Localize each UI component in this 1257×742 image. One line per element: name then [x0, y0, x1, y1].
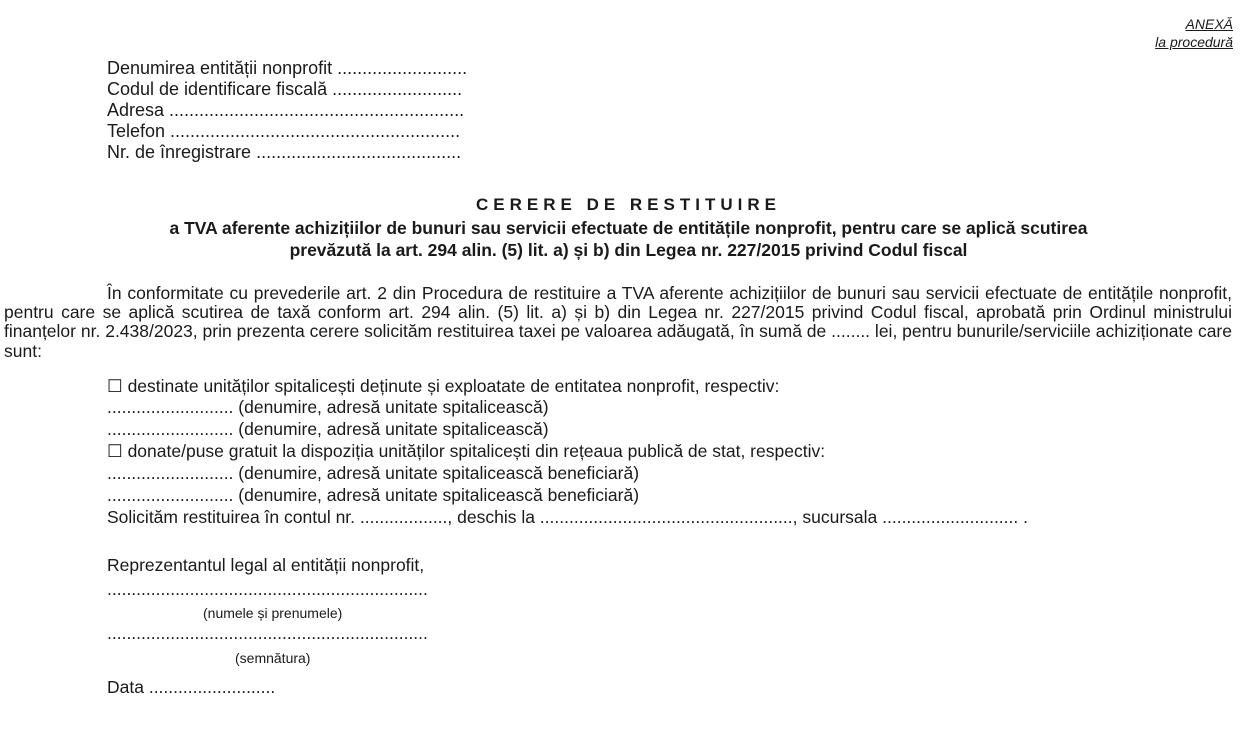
option-owned-line-2: .......................... (denumire, adresă unitate spitalicească)	[107, 419, 549, 439]
body-paragraph	[4, 284, 1232, 361]
checkbox-owned[interactable]: ☐	[107, 376, 123, 396]
name-dotted-line: ..................................................................	[107, 579, 428, 599]
document-title: CERERE DE RESTITUIRE	[476, 195, 781, 214]
name-caption: (numele și prenumele)	[203, 605, 343, 621]
field-fiscal-code: Codul de identificare fiscală ..........................	[107, 79, 463, 99]
signature-dotted-line: ..................................................................	[107, 623, 428, 643]
field-phone: Telefon ..........................................................	[107, 121, 461, 141]
checkbox-donated[interactable]: ☐	[107, 441, 123, 461]
date-field: Data ..........................	[107, 677, 276, 697]
option-hospital-units-donated	[107, 442, 825, 461]
option-hospital-units-owned	[107, 377, 779, 396]
option-donated-line-1: .......................... (denumire, adresă unitate spitalicească beneficiară)	[107, 463, 640, 483]
option-donated-line-2: .......................... (denumire, adresă unitate spitalicească beneficiară)	[107, 485, 640, 505]
field-registration-number: Nr. de înregistrare .........................................	[107, 142, 462, 162]
option-donated-label: donate/puse gratuit la dispoziția unităților spitalicești din rețeaua publică de stat, respectiv:	[127, 441, 826, 461]
field-entity-name: Denumirea entității nonprofit ..........................	[107, 58, 468, 78]
account-request-line: Solicităm restituirea în contul nr. .................., deschis la ...................................................., sucursala ............................ .	[107, 507, 1028, 527]
body-paragraph-text: În conformitate cu prevederile art. 2 din Procedura de restituire a TVA aferente achizițiilor de bunuri sau servicii efectuate de entitățile nonprofit, pentru care se aplică scutirea de taxă conform art. 294 alin. (5) lit. a) și b) din Legea nr. 227/2015 privind Codul fiscal, aprobată prin Ordinul ministrului finanțelor nr. 2.438/2023, prin prezenta cerere solicităm restituirea taxei pe valoarea adăugată, în sumă de ........ lei, pentru bunurile/serviciile achiziționate care sunt:	[4, 283, 1232, 361]
document-subtitle-line2: prevăzută la art. 294 alin. (5) lit. a) și b) din Legea nr. 227/2015 privind Codul fiscal	[289, 240, 968, 260]
field-address: Adresa ...........................................................	[107, 100, 465, 120]
annex-procedure-label: la procedură	[1155, 34, 1233, 50]
annex-label: ANEXĂ	[1185, 16, 1233, 32]
option-owned-line-1: .......................... (denumire, adresă unitate spitalicească)	[107, 397, 549, 417]
option-owned-label: destinate unităților spitalicești deținute și exploatate de entitatea nonprofit, respectiv:	[127, 376, 780, 396]
signature-caption: (semnătura)	[235, 650, 311, 666]
document-subtitle-line1: a TVA aferente achizițiilor de bunuri sau servicii efectuate de entitățile nonprofit, pentru care se aplică scutirea	[169, 218, 1088, 238]
legal-representative-label: Reprezentantul legal al entității nonprofit,	[107, 555, 425, 575]
